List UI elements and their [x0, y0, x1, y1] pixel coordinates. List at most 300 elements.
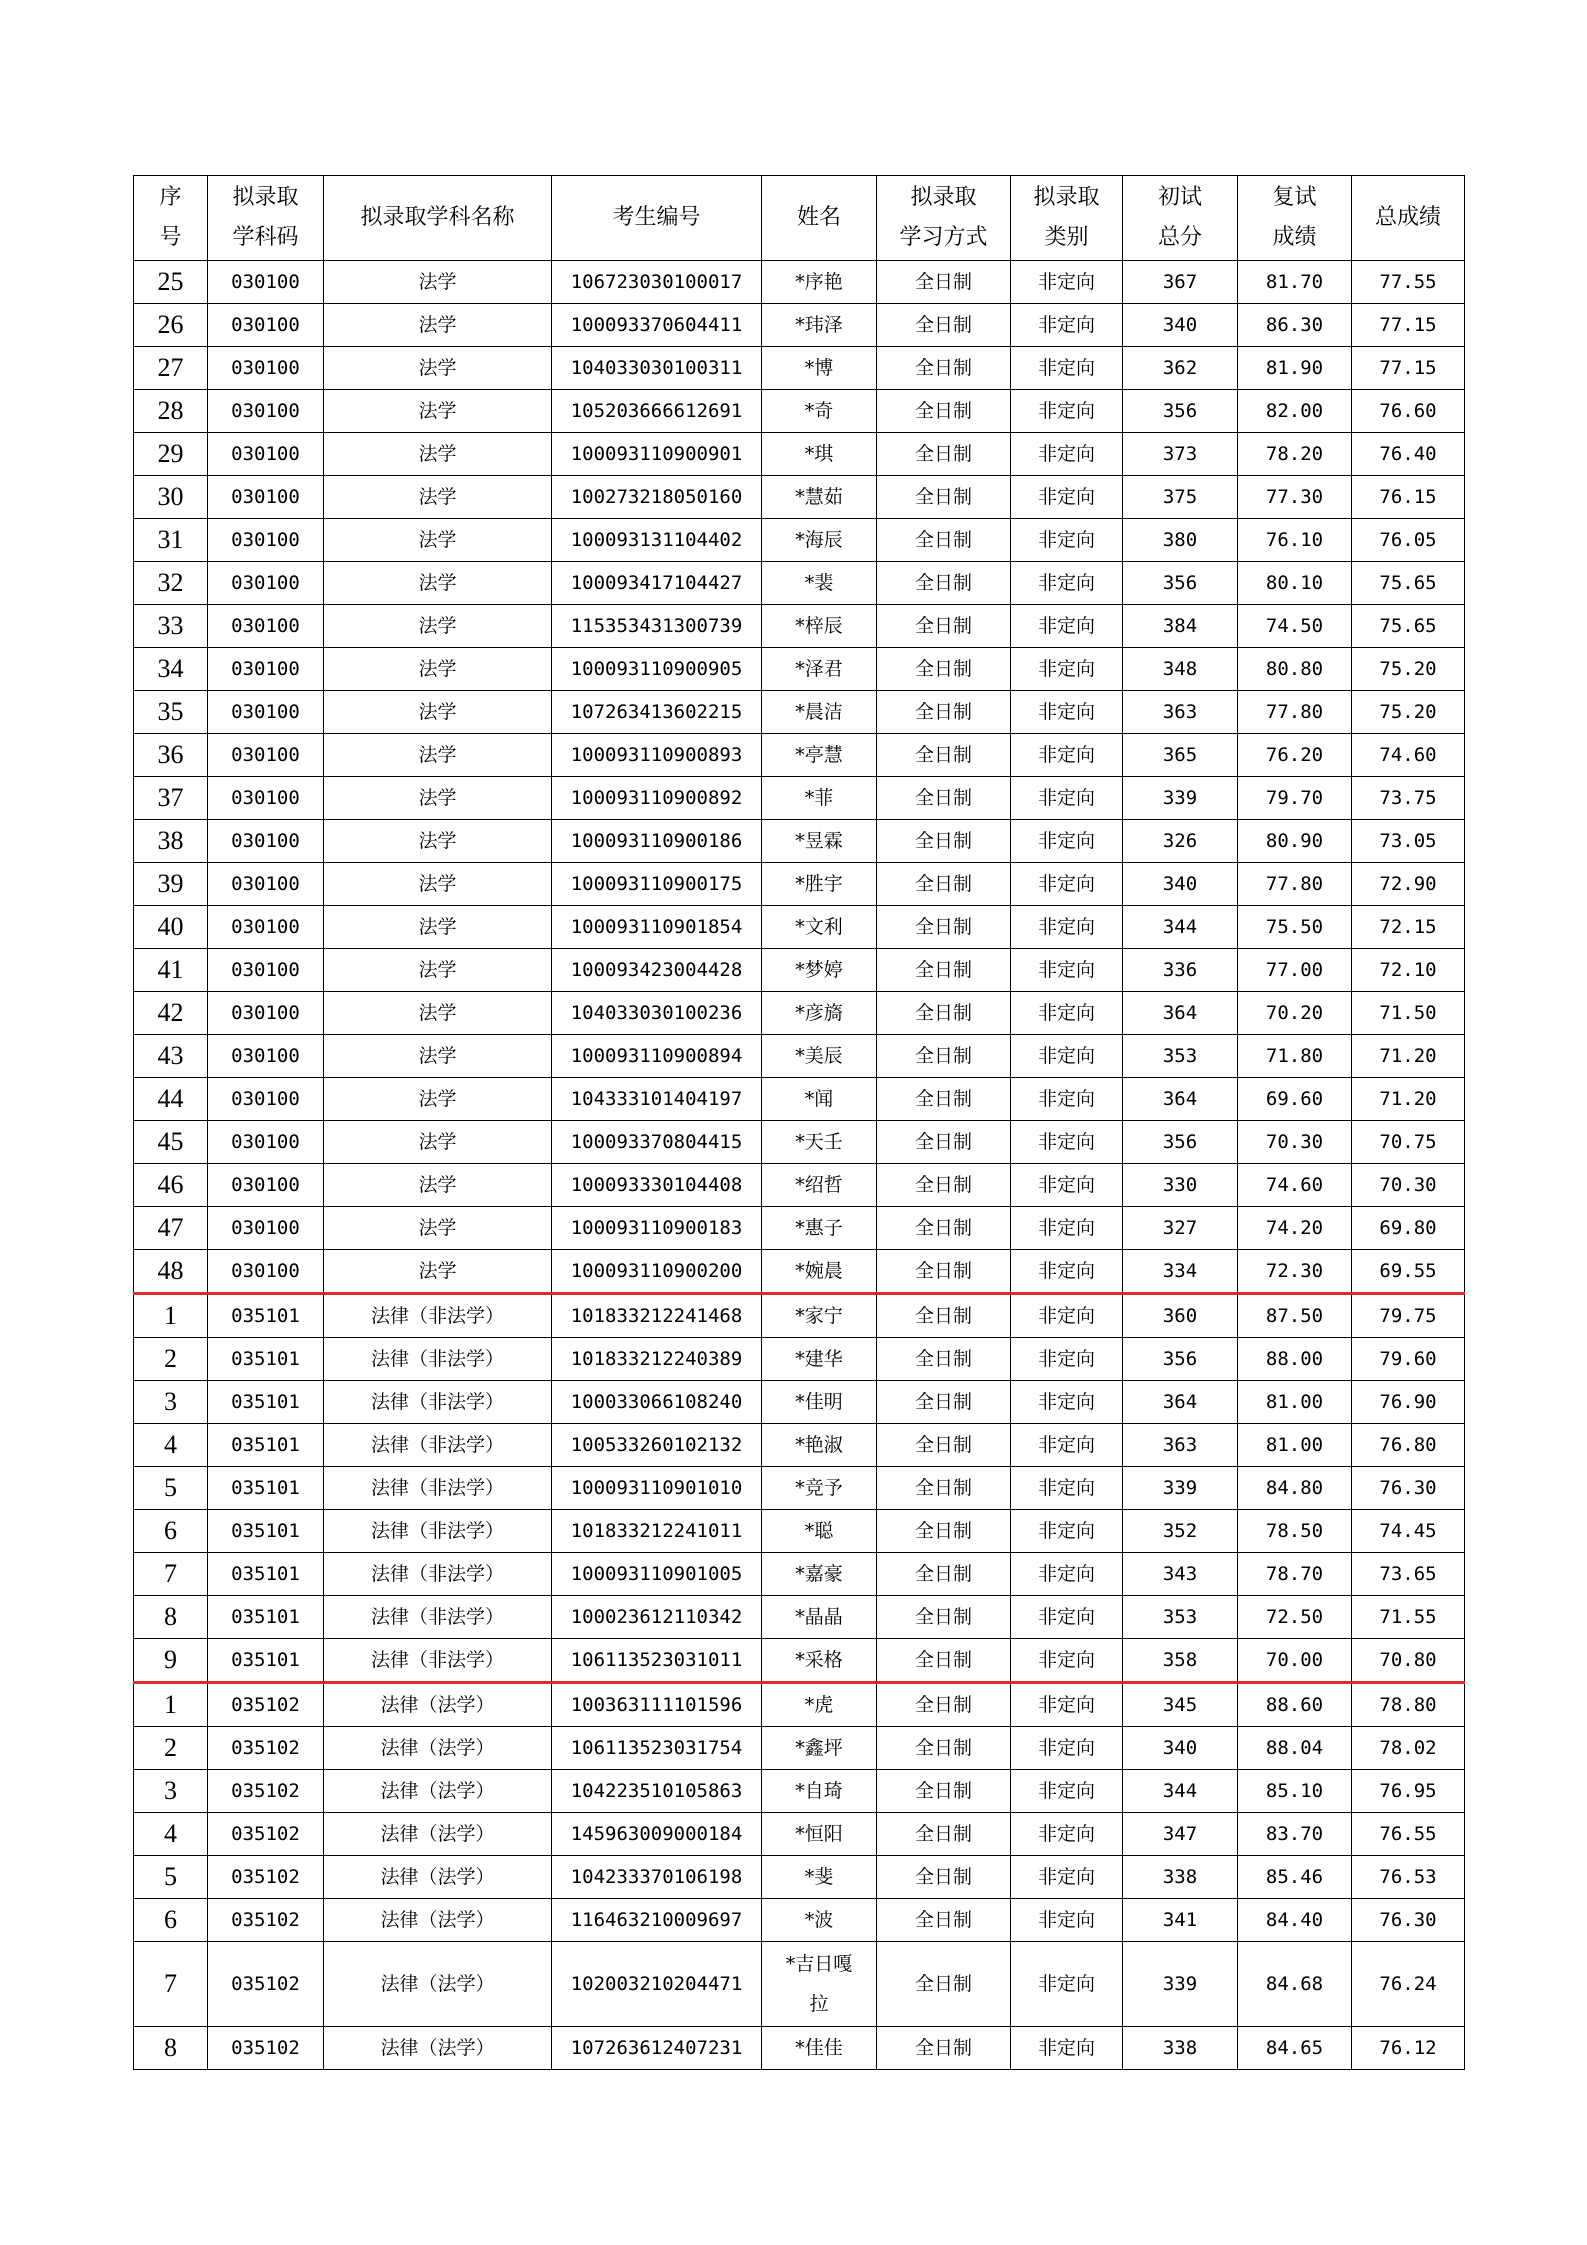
student-name-cell: *彦旖 [762, 992, 877, 1035]
initial-score-cell: 336 [1123, 949, 1238, 992]
total-score-cell: 73.65 [1352, 1553, 1465, 1596]
subject-code-cell: 035102 [208, 1727, 324, 1770]
candidate-id-cell: 100093110900200 [552, 1250, 762, 1294]
subject-name-cell: 法律（非法学） [324, 1338, 552, 1381]
seq-cell: 31 [134, 519, 208, 562]
study-mode-cell: 全日制 [877, 820, 1011, 863]
table-row [134, 519, 1465, 562]
header-subject-code: 拟录取 学科码 [208, 176, 324, 261]
subject-code-cell: 030100 [208, 691, 324, 734]
total-score-cell: 72.10 [1352, 949, 1465, 992]
retest-score-cell: 85.10 [1238, 1770, 1352, 1813]
student-name-cell: *聪 [762, 1510, 877, 1553]
candidate-id-cell: 100093110901010 [552, 1467, 762, 1510]
subject-name-cell: 法律（非法学） [324, 1381, 552, 1424]
initial-score-cell: 358 [1123, 1639, 1238, 1683]
total-score-cell: 71.50 [1352, 992, 1465, 1035]
category-cell: 非定向 [1011, 476, 1123, 519]
study-mode-cell: 全日制 [877, 1813, 1011, 1856]
student-name-cell: *波 [762, 1899, 877, 1942]
total-score-cell: 76.53 [1352, 1856, 1465, 1899]
subject-name-cell: 法学 [324, 261, 552, 304]
table-row [134, 734, 1465, 777]
retest-score-cell: 71.80 [1238, 1035, 1352, 1078]
retest-score-cell: 82.00 [1238, 390, 1352, 433]
total-score-cell: 71.20 [1352, 1035, 1465, 1078]
initial-score-cell: 347 [1123, 1813, 1238, 1856]
candidate-id-cell: 100093110901005 [552, 1553, 762, 1596]
subject-code-cell: 030100 [208, 1121, 324, 1164]
total-score-cell: 77.15 [1352, 304, 1465, 347]
initial-score-cell: 338 [1123, 1856, 1238, 1899]
subject-name-cell: 法律（法学） [324, 1813, 552, 1856]
category-cell: 非定向 [1011, 1250, 1123, 1294]
initial-score-cell: 356 [1123, 390, 1238, 433]
student-name-cell: *晶晶 [762, 1596, 877, 1639]
initial-score-cell: 353 [1123, 1035, 1238, 1078]
total-score-cell: 76.55 [1352, 1813, 1465, 1856]
candidate-id-cell: 100093110900901 [552, 433, 762, 476]
subject-code-cell: 035102 [208, 1770, 324, 1813]
student-name-cell: *晨洁 [762, 691, 877, 734]
category-cell: 非定向 [1011, 1553, 1123, 1596]
category-cell: 非定向 [1011, 1510, 1123, 1553]
total-score-cell: 69.55 [1352, 1250, 1465, 1294]
subject-code-cell: 030100 [208, 820, 324, 863]
initial-score-cell: 356 [1123, 562, 1238, 605]
candidate-id-cell: 100093110900186 [552, 820, 762, 863]
subject-code-cell: 030100 [208, 1207, 324, 1250]
table-row [134, 1639, 1465, 1683]
candidate-id-cell: 100093370804415 [552, 1121, 762, 1164]
category-cell: 非定向 [1011, 1338, 1123, 1381]
initial-score-cell: 345 [1123, 1683, 1238, 1727]
initial-score-cell: 330 [1123, 1164, 1238, 1207]
study-mode-cell: 全日制 [877, 1942, 1011, 2027]
subject-code-cell: 035101 [208, 1424, 324, 1467]
subject-name-cell: 法律（非法学） [324, 1424, 552, 1467]
retest-score-cell: 70.30 [1238, 1121, 1352, 1164]
category-cell: 非定向 [1011, 1381, 1123, 1424]
student-name-cell: *惠子 [762, 1207, 877, 1250]
total-score-cell: 75.20 [1352, 691, 1465, 734]
seq-cell: 33 [134, 605, 208, 648]
candidate-id-cell: 104233370106198 [552, 1856, 762, 1899]
subject-name-cell: 法律（法学） [324, 1770, 552, 1813]
subject-name-cell: 法学 [324, 562, 552, 605]
subject-name-cell: 法律（法学） [324, 1899, 552, 1942]
study-mode-cell: 全日制 [877, 347, 1011, 390]
total-score-cell: 73.05 [1352, 820, 1465, 863]
seq-cell: 42 [134, 992, 208, 1035]
study-mode-cell: 全日制 [877, 1078, 1011, 1121]
seq-cell: 28 [134, 390, 208, 433]
student-name-cell: *裴 [762, 562, 877, 605]
subject-name-cell: 法学 [324, 949, 552, 992]
subject-name-cell: 法律（非法学） [324, 1639, 552, 1683]
subject-code-cell: 030100 [208, 519, 324, 562]
seq-cell: 32 [134, 562, 208, 605]
total-score-cell: 76.24 [1352, 1942, 1465, 2027]
candidate-id-cell: 101833212241011 [552, 1510, 762, 1553]
subject-code-cell: 030100 [208, 390, 324, 433]
seq-cell: 27 [134, 347, 208, 390]
subject-code-cell: 030100 [208, 1164, 324, 1207]
total-score-cell: 76.30 [1352, 1467, 1465, 1510]
total-score-cell: 77.55 [1352, 261, 1465, 304]
study-mode-cell: 全日制 [877, 2027, 1011, 2070]
category-cell: 非定向 [1011, 1294, 1123, 1338]
retest-score-cell: 81.00 [1238, 1381, 1352, 1424]
retest-score-cell: 76.10 [1238, 519, 1352, 562]
initial-score-cell: 364 [1123, 1078, 1238, 1121]
subject-code-cell: 035102 [208, 2027, 324, 2070]
header-seq: 序 号 [134, 176, 208, 261]
subject-code-cell: 030100 [208, 347, 324, 390]
total-score-cell: 76.60 [1352, 390, 1465, 433]
student-name-cell: *虎 [762, 1683, 877, 1727]
admission-list-sheet [133, 175, 1464, 2070]
initial-score-cell: 340 [1123, 304, 1238, 347]
table-row [134, 1381, 1465, 1424]
subject-code-cell: 035102 [208, 1683, 324, 1727]
seq-cell: 4 [134, 1424, 208, 1467]
category-cell: 非定向 [1011, 304, 1123, 347]
candidate-id-cell: 102003210204471 [552, 1942, 762, 2027]
student-name-cell: *天壬 [762, 1121, 877, 1164]
category-cell: 非定向 [1011, 648, 1123, 691]
student-name-cell: *海辰 [762, 519, 877, 562]
subject-code-cell: 035102 [208, 1942, 324, 2027]
subject-code-cell: 030100 [208, 992, 324, 1035]
candidate-id-cell: 106113523031011 [552, 1639, 762, 1683]
retest-score-cell: 79.70 [1238, 777, 1352, 820]
student-name-cell: *博 [762, 347, 877, 390]
subject-name-cell: 法学 [324, 605, 552, 648]
study-mode-cell: 全日制 [877, 1338, 1011, 1381]
total-score-cell: 75.65 [1352, 562, 1465, 605]
seq-cell: 6 [134, 1899, 208, 1942]
seq-cell: 1 [134, 1294, 208, 1338]
subject-code-cell: 030100 [208, 304, 324, 347]
subject-name-cell: 法学 [324, 777, 552, 820]
study-mode-cell: 全日制 [877, 1856, 1011, 1899]
seq-cell: 41 [134, 949, 208, 992]
category-cell: 非定向 [1011, 261, 1123, 304]
initial-score-cell: 384 [1123, 605, 1238, 648]
category-cell: 非定向 [1011, 1683, 1123, 1727]
total-score-cell: 72.15 [1352, 906, 1465, 949]
subject-name-cell: 法学 [324, 992, 552, 1035]
retest-score-cell: 76.20 [1238, 734, 1352, 777]
total-score-cell: 79.60 [1352, 1338, 1465, 1381]
initial-score-cell: 341 [1123, 1899, 1238, 1942]
candidate-id-cell: 104333101404197 [552, 1078, 762, 1121]
initial-score-cell: 340 [1123, 1727, 1238, 1770]
student-name-cell: *建华 [762, 1338, 877, 1381]
total-score-cell: 76.95 [1352, 1770, 1465, 1813]
table-row [134, 476, 1465, 519]
candidate-id-cell: 104033030100311 [552, 347, 762, 390]
retest-score-cell: 77.80 [1238, 863, 1352, 906]
subject-name-cell: 法学 [324, 648, 552, 691]
table-row [134, 1553, 1465, 1596]
candidate-id-cell: 100093110900905 [552, 648, 762, 691]
seq-cell: 7 [134, 1553, 208, 1596]
initial-score-cell: 360 [1123, 1294, 1238, 1338]
candidate-id-cell: 100093330104408 [552, 1164, 762, 1207]
seq-cell: 35 [134, 691, 208, 734]
table-row [134, 1121, 1465, 1164]
header-initial-score: 初试 总分 [1123, 176, 1238, 261]
candidate-id-cell: 104033030100236 [552, 992, 762, 1035]
student-name-cell: *梓辰 [762, 605, 877, 648]
initial-score-cell: 340 [1123, 863, 1238, 906]
total-score-cell: 76.05 [1352, 519, 1465, 562]
candidate-id-cell: 104223510105863 [552, 1770, 762, 1813]
subject-name-cell: 法学 [324, 691, 552, 734]
retest-score-cell: 80.10 [1238, 562, 1352, 605]
category-cell: 非定向 [1011, 562, 1123, 605]
category-cell: 非定向 [1011, 691, 1123, 734]
subject-code-cell: 030100 [208, 906, 324, 949]
retest-score-cell: 81.70 [1238, 261, 1352, 304]
subject-code-cell: 030100 [208, 1250, 324, 1294]
subject-name-cell: 法学 [324, 1207, 552, 1250]
study-mode-cell: 全日制 [877, 1727, 1011, 1770]
category-cell: 非定向 [1011, 777, 1123, 820]
study-mode-cell: 全日制 [877, 1381, 1011, 1424]
subject-code-cell: 030100 [208, 1035, 324, 1078]
subject-code-cell: 030100 [208, 433, 324, 476]
retest-score-cell: 78.70 [1238, 1553, 1352, 1596]
study-mode-cell: 全日制 [877, 1294, 1011, 1338]
header-study-mode: 拟录取 学习方式 [877, 176, 1011, 261]
total-score-cell: 70.80 [1352, 1639, 1465, 1683]
subject-code-cell: 030100 [208, 261, 324, 304]
total-score-cell: 78.80 [1352, 1683, 1465, 1727]
retest-score-cell: 70.00 [1238, 1639, 1352, 1683]
table-row [134, 390, 1465, 433]
seq-cell: 39 [134, 863, 208, 906]
retest-score-cell: 77.80 [1238, 691, 1352, 734]
study-mode-cell: 全日制 [877, 949, 1011, 992]
subject-code-cell: 030100 [208, 648, 324, 691]
table-row [134, 605, 1465, 648]
table-row [134, 777, 1465, 820]
table-row [134, 992, 1465, 1035]
initial-score-cell: 356 [1123, 1338, 1238, 1381]
initial-score-cell: 339 [1123, 1467, 1238, 1510]
seq-cell: 2 [134, 1338, 208, 1381]
retest-score-cell: 81.90 [1238, 347, 1352, 390]
seq-cell: 7 [134, 1942, 208, 2027]
initial-score-cell: 339 [1123, 777, 1238, 820]
subject-name-cell: 法律（非法学） [324, 1294, 552, 1338]
study-mode-cell: 全日制 [877, 476, 1011, 519]
table-row [134, 1899, 1465, 1942]
category-cell: 非定向 [1011, 820, 1123, 863]
candidate-id-cell: 100093370604411 [552, 304, 762, 347]
retest-score-cell: 88.60 [1238, 1683, 1352, 1727]
candidate-id-cell: 101833212241468 [552, 1294, 762, 1338]
student-name-cell: *奇 [762, 390, 877, 433]
seq-cell: 5 [134, 1856, 208, 1899]
initial-score-cell: 326 [1123, 820, 1238, 863]
subject-code-cell: 035101 [208, 1381, 324, 1424]
seq-cell: 40 [134, 906, 208, 949]
candidate-id-cell: 100093110900183 [552, 1207, 762, 1250]
total-score-cell: 76.90 [1352, 1381, 1465, 1424]
table-row [134, 648, 1465, 691]
category-cell: 非定向 [1011, 863, 1123, 906]
total-score-cell: 77.15 [1352, 347, 1465, 390]
seq-cell: 4 [134, 1813, 208, 1856]
table-row [134, 1942, 1465, 2027]
subject-name-cell: 法学 [324, 863, 552, 906]
study-mode-cell: 全日制 [877, 648, 1011, 691]
retest-score-cell: 75.50 [1238, 906, 1352, 949]
subject-code-cell: 035101 [208, 1294, 324, 1338]
retest-score-cell: 83.70 [1238, 1813, 1352, 1856]
student-name-cell: *昱霖 [762, 820, 877, 863]
total-score-cell: 75.20 [1352, 648, 1465, 691]
seq-cell: 30 [134, 476, 208, 519]
category-cell: 非定向 [1011, 390, 1123, 433]
retest-score-cell: 72.50 [1238, 1596, 1352, 1639]
total-score-cell: 76.80 [1352, 1424, 1465, 1467]
table-row [134, 562, 1465, 605]
initial-score-cell: 380 [1123, 519, 1238, 562]
candidate-id-cell: 100363111101596 [552, 1683, 762, 1727]
student-name-cell: *胜宇 [762, 863, 877, 906]
subject-name-cell: 法律（法学） [324, 1942, 552, 2027]
seq-cell: 9 [134, 1639, 208, 1683]
total-score-cell: 70.75 [1352, 1121, 1465, 1164]
seq-cell: 2 [134, 1727, 208, 1770]
study-mode-cell: 全日制 [877, 519, 1011, 562]
student-name-cell: *文利 [762, 906, 877, 949]
subject-code-cell: 035102 [208, 1899, 324, 1942]
table-row [134, 1467, 1465, 1510]
study-mode-cell: 全日制 [877, 1553, 1011, 1596]
header-retest-score: 复试 成绩 [1238, 176, 1352, 261]
student-name-cell: *泽君 [762, 648, 877, 691]
study-mode-cell: 全日制 [877, 1121, 1011, 1164]
category-cell: 非定向 [1011, 1164, 1123, 1207]
table-row [134, 1510, 1465, 1553]
table-row [134, 1596, 1465, 1639]
candidate-id-cell: 100093417104427 [552, 562, 762, 605]
initial-score-cell: 348 [1123, 648, 1238, 691]
header-total-score: 总成绩 [1352, 176, 1465, 261]
header-category: 拟录取 类别 [1011, 176, 1123, 261]
student-name-cell: *采格 [762, 1639, 877, 1683]
subject-name-cell: 法学 [324, 1078, 552, 1121]
seq-cell: 43 [134, 1035, 208, 1078]
study-mode-cell: 全日制 [877, 1510, 1011, 1553]
seq-cell: 8 [134, 2027, 208, 2070]
candidate-id-cell: 100093423004428 [552, 949, 762, 992]
seq-cell: 46 [134, 1164, 208, 1207]
subject-name-cell: 法学 [324, 390, 552, 433]
candidate-id-cell: 115353431300739 [552, 605, 762, 648]
category-cell: 非定向 [1011, 992, 1123, 1035]
candidate-id-cell: 106723030100017 [552, 261, 762, 304]
student-name-cell: *序艳 [762, 261, 877, 304]
initial-score-cell: 363 [1123, 1424, 1238, 1467]
student-name-cell: *亭慧 [762, 734, 877, 777]
retest-score-cell: 78.50 [1238, 1510, 1352, 1553]
table-row [134, 906, 1465, 949]
table-row [134, 1770, 1465, 1813]
seq-cell: 5 [134, 1467, 208, 1510]
seq-cell: 44 [134, 1078, 208, 1121]
retest-score-cell: 84.80 [1238, 1467, 1352, 1510]
seq-cell: 25 [134, 261, 208, 304]
seq-cell: 36 [134, 734, 208, 777]
seq-cell: 47 [134, 1207, 208, 1250]
initial-score-cell: 353 [1123, 1596, 1238, 1639]
subject-name-cell: 法学 [324, 820, 552, 863]
subject-code-cell: 030100 [208, 476, 324, 519]
total-score-cell: 76.12 [1352, 2027, 1465, 2070]
retest-score-cell: 77.30 [1238, 476, 1352, 519]
retest-score-cell: 87.50 [1238, 1294, 1352, 1338]
candidate-id-cell: 100033066108240 [552, 1381, 762, 1424]
category-cell: 非定向 [1011, 1078, 1123, 1121]
subject-code-cell: 035101 [208, 1338, 324, 1381]
subject-code-cell: 035101 [208, 1467, 324, 1510]
seq-cell: 3 [134, 1770, 208, 1813]
total-score-cell: 71.20 [1352, 1078, 1465, 1121]
initial-score-cell: 367 [1123, 261, 1238, 304]
initial-score-cell: 362 [1123, 347, 1238, 390]
table-row [134, 1338, 1465, 1381]
table-row [134, 1294, 1465, 1338]
student-name-cell: *自琦 [762, 1770, 877, 1813]
seq-cell: 8 [134, 1596, 208, 1639]
subject-name-cell: 法学 [324, 1121, 552, 1164]
retest-score-cell: 77.00 [1238, 949, 1352, 992]
subject-name-cell: 法学 [324, 1035, 552, 1078]
seq-cell: 29 [134, 433, 208, 476]
study-mode-cell: 全日制 [877, 1250, 1011, 1294]
subject-name-cell: 法律（法学） [324, 1683, 552, 1727]
study-mode-cell: 全日制 [877, 906, 1011, 949]
study-mode-cell: 全日制 [877, 1639, 1011, 1683]
candidate-id-cell: 100093131104402 [552, 519, 762, 562]
total-score-cell: 76.15 [1352, 476, 1465, 519]
study-mode-cell: 全日制 [877, 1899, 1011, 1942]
retest-score-cell: 69.60 [1238, 1078, 1352, 1121]
subject-name-cell: 法律（非法学） [324, 1596, 552, 1639]
candidate-id-cell: 100533260102132 [552, 1424, 762, 1467]
subject-name-cell: 法学 [324, 519, 552, 562]
total-score-cell: 74.45 [1352, 1510, 1465, 1553]
retest-score-cell: 88.00 [1238, 1338, 1352, 1381]
student-name-cell: *婉晨 [762, 1250, 877, 1294]
subject-name-cell: 法学 [324, 734, 552, 777]
candidate-id-cell: 100093110900892 [552, 777, 762, 820]
table-row [134, 863, 1465, 906]
total-score-cell: 71.55 [1352, 1596, 1465, 1639]
subject-name-cell: 法学 [324, 476, 552, 519]
category-cell: 非定向 [1011, 1813, 1123, 1856]
study-mode-cell: 全日制 [877, 1207, 1011, 1250]
retest-score-cell: 85.46 [1238, 1856, 1352, 1899]
initial-score-cell: 373 [1123, 433, 1238, 476]
